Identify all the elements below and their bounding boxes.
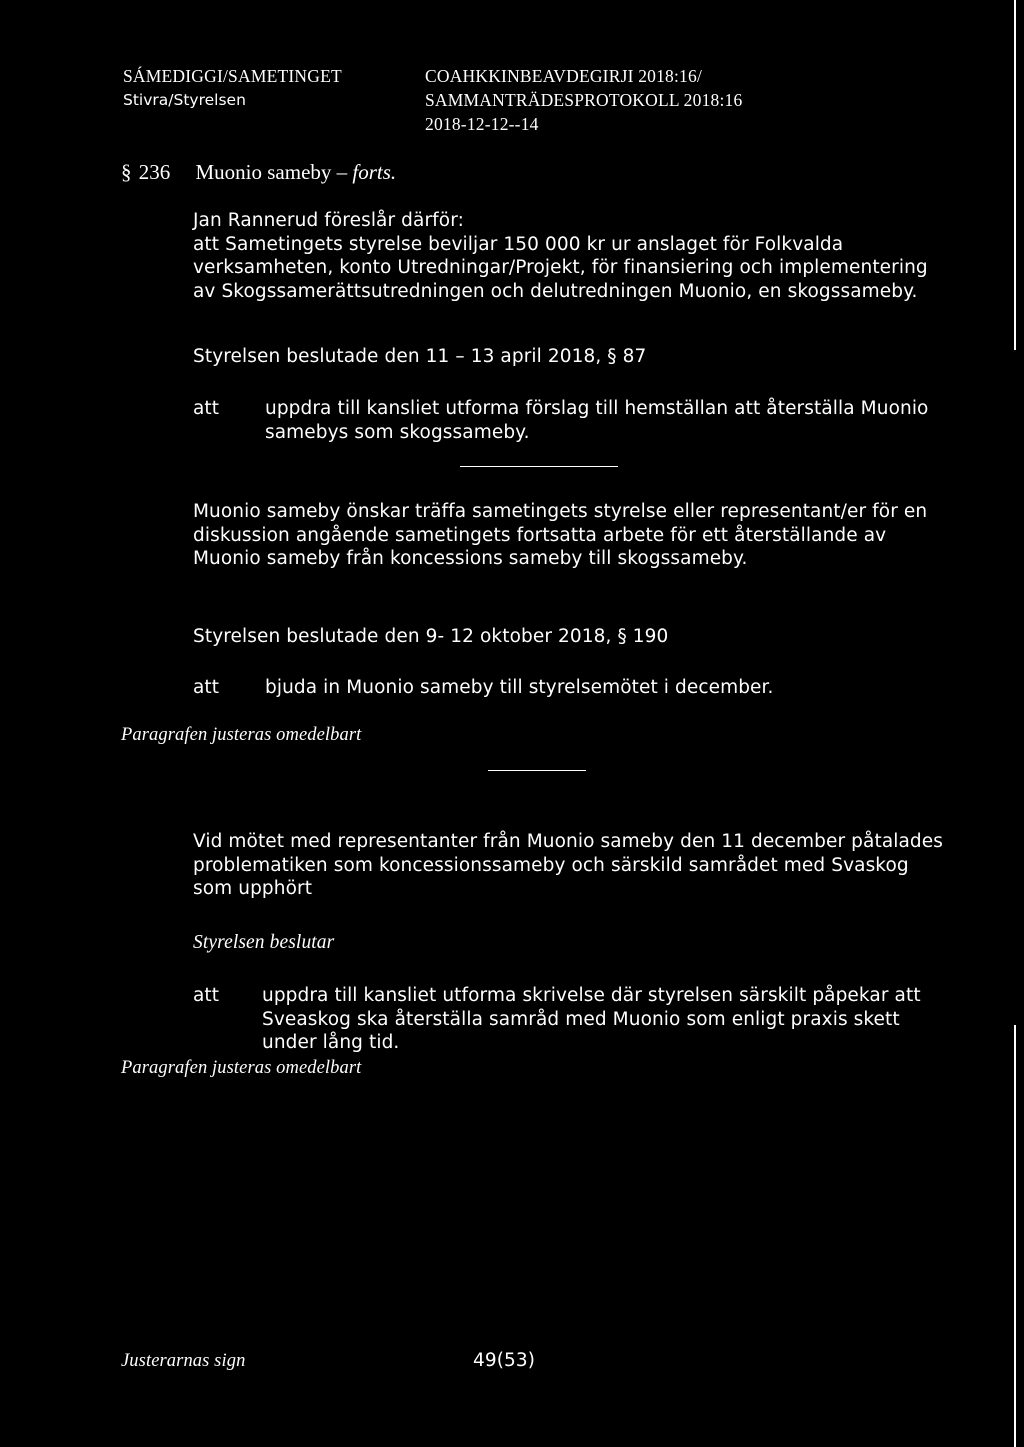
- right-edge-line-bottom: [1014, 1025, 1016, 1447]
- decision2-text: bjuda in Muonio sameby till styrelsemötet i december.: [265, 677, 774, 698]
- request-text: Muonio sameby önskar träffa sametingets styrelse eller representant/er för en diskussion angående sametingets fortsatta arbete för ett återställande av Muonio sameby från koncessions sameby till skogssameby.: [193, 501, 928, 569]
- doc-title-swedish: SAMMANTRÄDESPROTOKOLL 2018:16: [425, 90, 743, 110]
- proposal-intro: Jan Rannerud föreslår därför:: [193, 210, 464, 231]
- page-number: 49(53): [473, 1350, 536, 1371]
- proposal-text: att Sametingets styrelse beviljar 150 000 kr ur anslaget för Folkvalda verksamheten, konto Utredningar/Projekt, för finansiering och implementering av Skogssamerättsutredningen och delutredningen Muonio, en skogssameby.: [193, 233, 928, 302]
- org-board: Stivra/Styrelsen: [123, 91, 246, 109]
- decision2-heading: Styrelsen beslutade den 9- 12 oktober 2018, § 190: [193, 626, 669, 647]
- section-heading: Muonio sameby –: [195, 160, 348, 184]
- footer-sign-label: Justerarnas sign: [121, 1351, 246, 1371]
- header-org: [123, 64, 342, 112]
- decision3-text: uppdra till kansliet utforma skrivelse där styrelsen särskilt påpekar att Sveaskog ska återställa samråd med Muonio som enligt praxis skett under lång tid.: [262, 985, 921, 1053]
- right-edge-line-top: [1014, 0, 1016, 350]
- section-number: 236: [138, 160, 171, 184]
- decision3-heading: Styrelsen beslutar: [193, 932, 335, 953]
- decision1-heading: Styrelsen beslutade den 11 – 13 april 2018, § 87: [193, 346, 647, 367]
- doc-title-sami: COAHKKINBEAVDEGIRJI 2018:16/: [425, 66, 703, 86]
- decision3-note: Paragrafen justeras omedelbart: [121, 1058, 362, 1078]
- section-sign: §: [121, 160, 132, 184]
- divider-2: [488, 770, 586, 771]
- meeting-text: Vid mötet med representanter från Muonio sameby den 11 december påtalades problematiken som koncessionssameby och särskild samrådet med Svaskog som upphört: [193, 831, 943, 899]
- header-doc: [425, 64, 742, 136]
- decision2-note: Paragrafen justeras omedelbart: [121, 725, 362, 745]
- proposal-block: [193, 209, 948, 303]
- section-title: [121, 158, 396, 186]
- decision2-att-label: att: [193, 677, 220, 698]
- doc-date: 2018-12-12--14: [425, 114, 539, 134]
- decision1-att-label: att: [193, 398, 220, 419]
- decision3-att-label: att: [193, 985, 220, 1006]
- divider-1: [460, 466, 618, 467]
- org-name: SÁMEDIGGI/SAMETINGET: [123, 66, 342, 86]
- section-heading-cont: forts.: [352, 160, 397, 184]
- decision1-text: uppdra till kansliet utforma förslag till hemställan att återställa Muonio samebys som skogssameby.: [265, 398, 929, 443]
